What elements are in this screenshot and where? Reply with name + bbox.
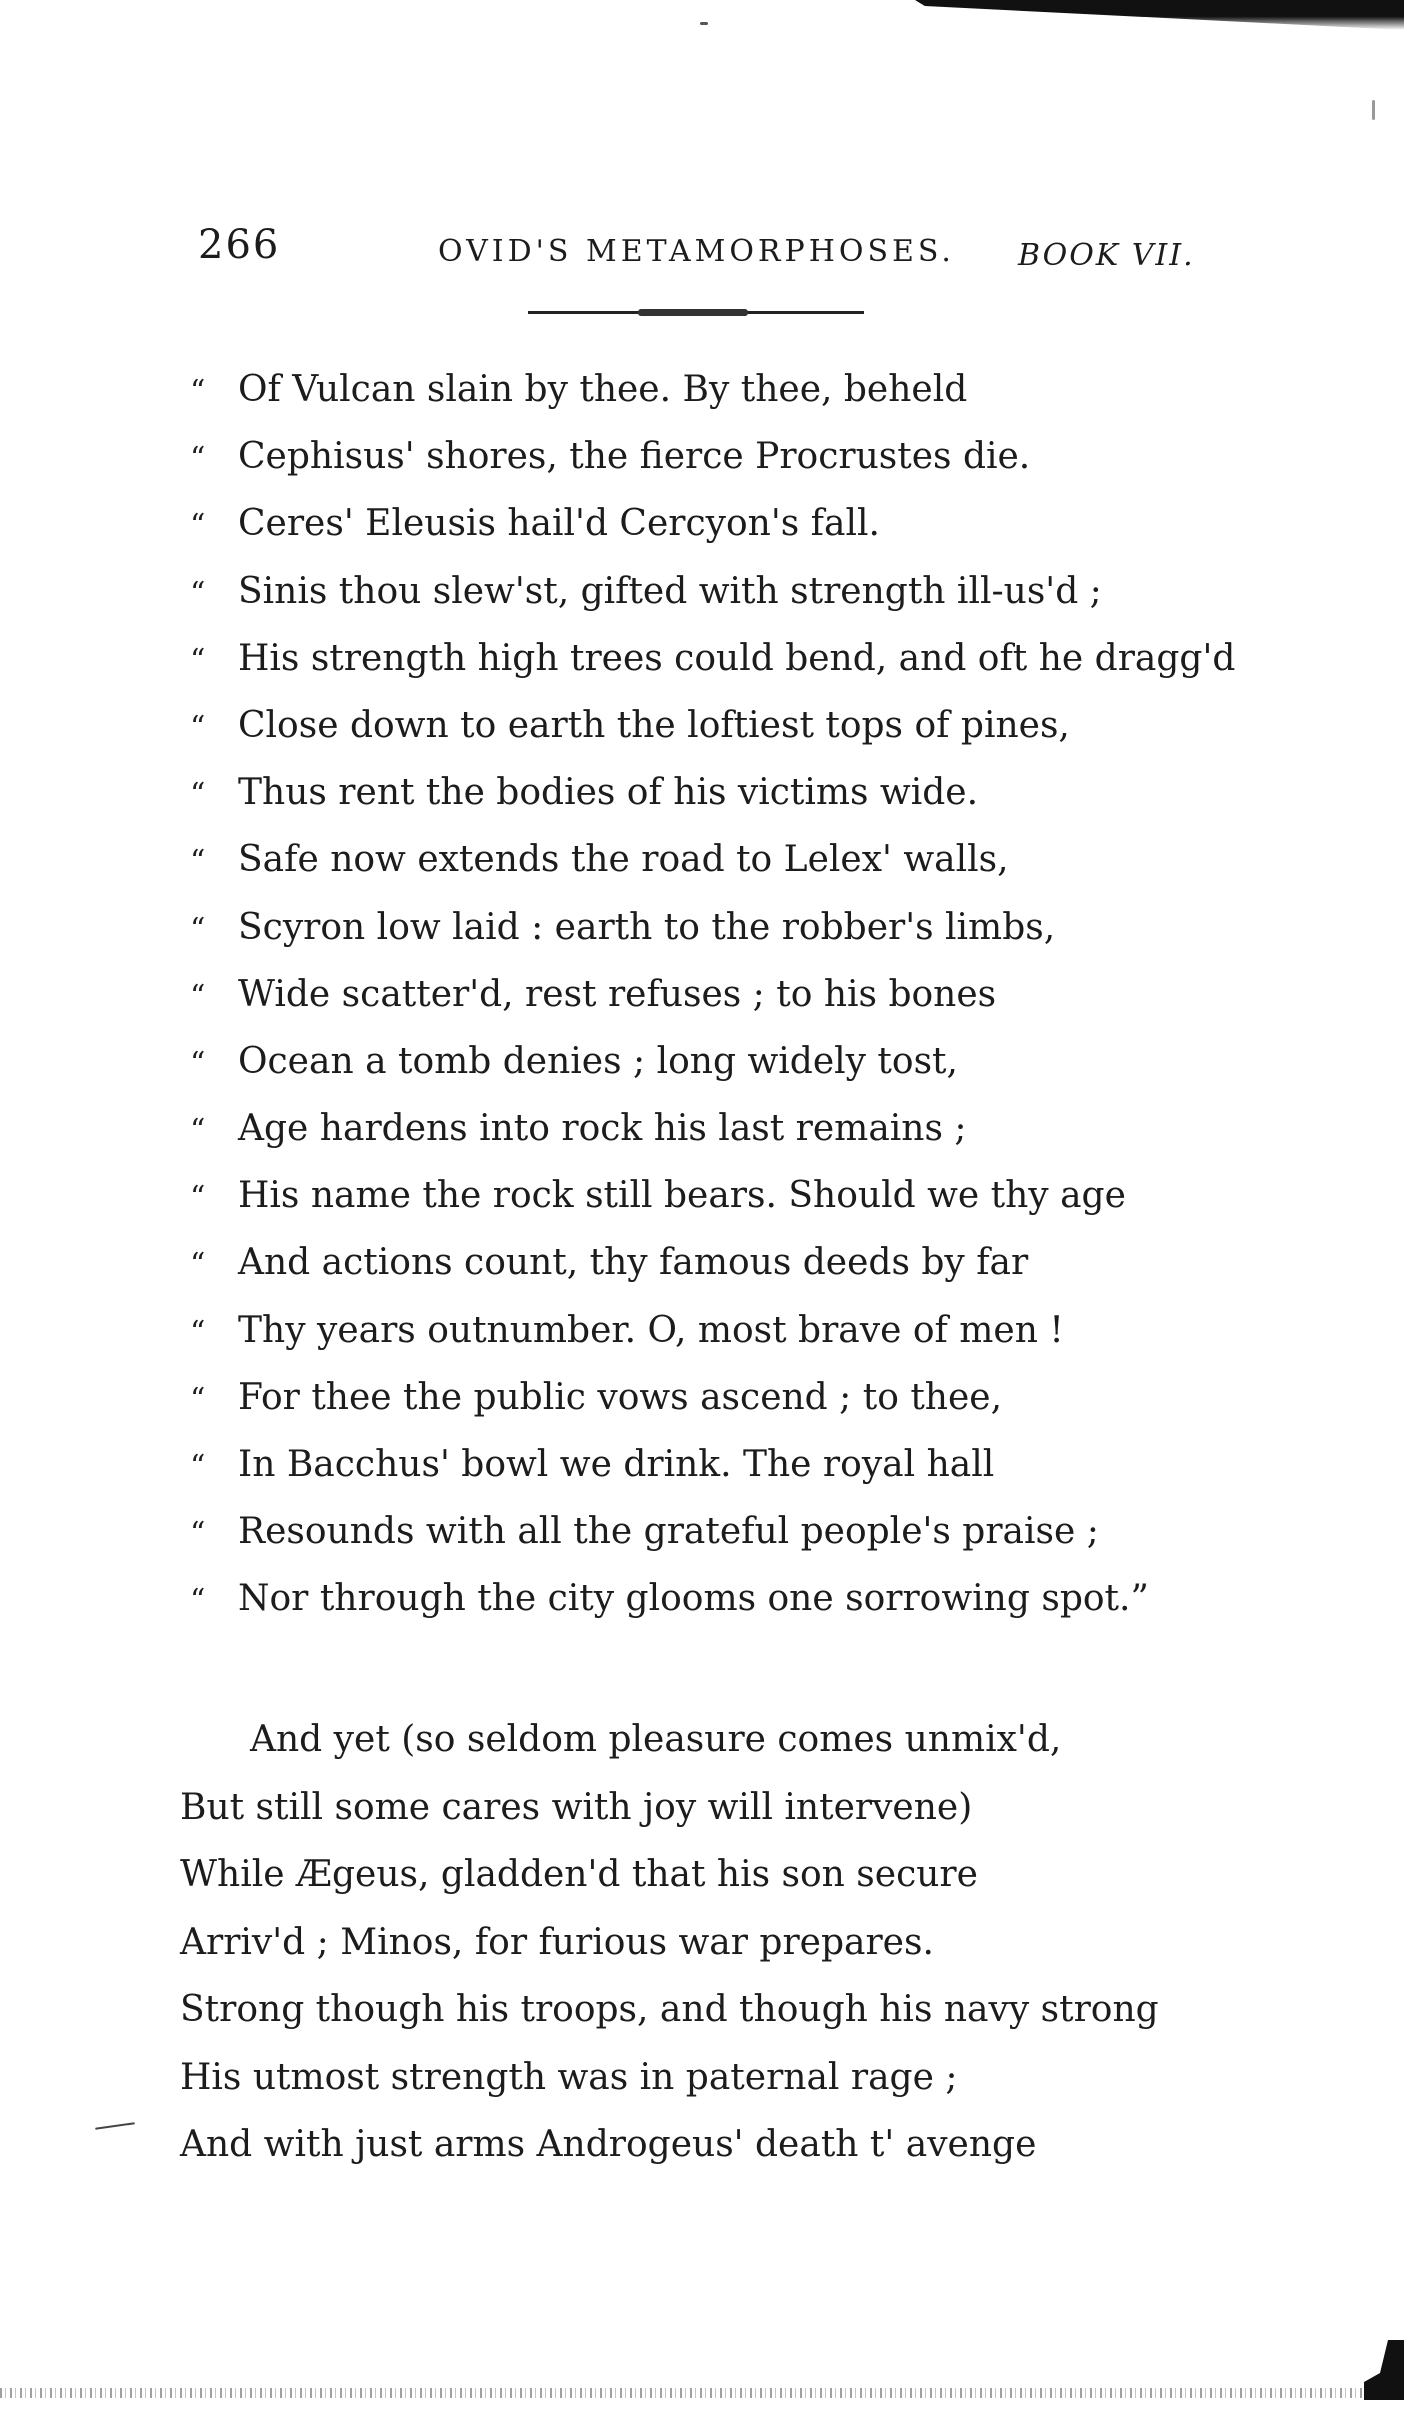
verse-line: [190, 564, 1230, 631]
verse-line: [190, 832, 1230, 899]
opening-quote-mark: “: [190, 709, 206, 745]
scan-speck: [1372, 100, 1375, 120]
opening-quote-mark: “: [190, 441, 206, 477]
paragraph-line: And with just arms Androgeus' death t' avenge: [180, 2124, 1037, 2165]
verse-line-text: Nor through the city glooms one sorrowing spot.”: [238, 1578, 1149, 1620]
verse-line-text: Thus rent the bodies of his victims wide.: [238, 772, 979, 814]
verse-line-text: Age hardens into rock his last remains ;: [238, 1108, 967, 1150]
running-head: [190, 222, 1250, 282]
verse-line: [190, 496, 1230, 563]
verse-line-text: Scyron low laid : earth to the robber's limbs,: [238, 906, 1056, 948]
ornamental-rule: [528, 311, 864, 314]
verse-line: [190, 631, 1236, 698]
opening-quote-mark: “: [190, 1381, 206, 1417]
verse-line-text: And actions count, thy famous deeds by far: [238, 1242, 1029, 1284]
paragraph-line: And yet (so seldom pleasure comes unmix'd,: [250, 1719, 1062, 1760]
opening-quote-mark: “: [190, 1180, 206, 1216]
verse-line: [190, 698, 1230, 765]
opening-quote-mark: “: [190, 1247, 206, 1283]
verse-line: [190, 429, 1230, 496]
scan-speck: [95, 2122, 135, 2130]
opening-quote-mark: “: [190, 642, 206, 678]
opening-quote-mark: “: [190, 374, 206, 409]
opening-quote-mark: “: [190, 1516, 206, 1552]
verse-line-text: For thee the public vows ascend ; to thee,: [238, 1376, 1003, 1418]
verse-line: [190, 900, 1230, 967]
verse-line-text: Ocean a tomb denies ; long widely tost,: [238, 1040, 958, 1082]
verse-line: [190, 1571, 1230, 1638]
verse-line-text: Ceres' Eleusis hail'd Cercyon's fall.: [238, 503, 880, 545]
paragraph-line: But still some cares with joy will intervene): [180, 1786, 973, 1828]
verse-line: [190, 1168, 1230, 1235]
running-title: OVID'S METAMORPHOSES.: [438, 234, 955, 269]
verse-line-text: Sinis thou slew'st, gifted with strength ill-us'd ;: [238, 570, 1102, 612]
opening-quote-mark: “: [190, 508, 206, 544]
opening-quote-mark: “: [190, 575, 206, 611]
page-number: 266: [198, 222, 281, 268]
verse-line-text: His name the rock still bears. Should we thy age: [238, 1175, 1126, 1217]
verse-line: [190, 1101, 1230, 1168]
opening-quote-mark: “: [190, 1113, 206, 1149]
verse-line: [190, 967, 1230, 1034]
verse-line-text: Wide scatter'd, rest refuses ; to his bones: [238, 973, 997, 1015]
book-label: BOOK VII.: [1018, 238, 1195, 273]
verse-line: [190, 362, 1230, 429]
verse-line: [190, 1504, 1230, 1571]
paragraph-line: Strong though his troops, and though his navy strong: [180, 1989, 1159, 2030]
opening-quote-mark: “: [190, 1583, 206, 1619]
narrative-paragraph: [180, 1712, 1240, 2185]
paragraph-line: Arriv'd ; Minos, for furious war prepares.: [180, 1921, 934, 1963]
opening-quote-mark: “: [190, 1314, 206, 1350]
verse-line-text: Of Vulcan slain by thee. By thee, beheld: [238, 369, 968, 410]
corner-blot: [1364, 2340, 1404, 2400]
verse-line: [190, 1370, 1230, 1437]
paragraph-line: While Ægeus, gladden'd that his son secure: [180, 1854, 978, 1895]
verse-line: [190, 1437, 1230, 1504]
verse-line: [190, 1235, 1230, 1302]
paragraph-line: His utmost strength was in paternal rage ;: [180, 2056, 958, 2098]
verse-line: [190, 1034, 1230, 1101]
opening-quote-mark: “: [190, 844, 206, 880]
verse-line-text: Resounds with all the grateful people's praise ;: [238, 1511, 1099, 1553]
verse-line-text: His strength high trees could bend, and oft he dragg'd: [238, 637, 1236, 679]
verse-line-text: Safe now extends the road to Lelex' walls,: [238, 839, 1009, 881]
verse-line: [190, 765, 1230, 832]
opening-quote-mark: “: [190, 1045, 206, 1081]
scan-speck: [700, 22, 708, 25]
opening-quote-mark: “: [190, 777, 206, 813]
verse-line-text: In Bacchus' bowl we drink. The royal hall: [238, 1444, 995, 1485]
verse-line-text: Cephisus' shores, the fierce Procrustes die.: [238, 436, 1031, 478]
bottom-edge-noise: [0, 2388, 1404, 2398]
quoted-verse: [190, 362, 1236, 1639]
verse-line-text: Thy years outnumber. O, most brave of men !: [238, 1309, 1064, 1351]
scan-edge-shadow: [915, 0, 1404, 30]
verse-line-text: Close down to earth the loftiest tops of pines,: [238, 704, 1070, 746]
opening-quote-mark: “: [190, 978, 206, 1014]
opening-quote-mark: “: [190, 911, 206, 947]
opening-quote-mark: “: [190, 1449, 206, 1484]
verse-line: [190, 1303, 1230, 1370]
